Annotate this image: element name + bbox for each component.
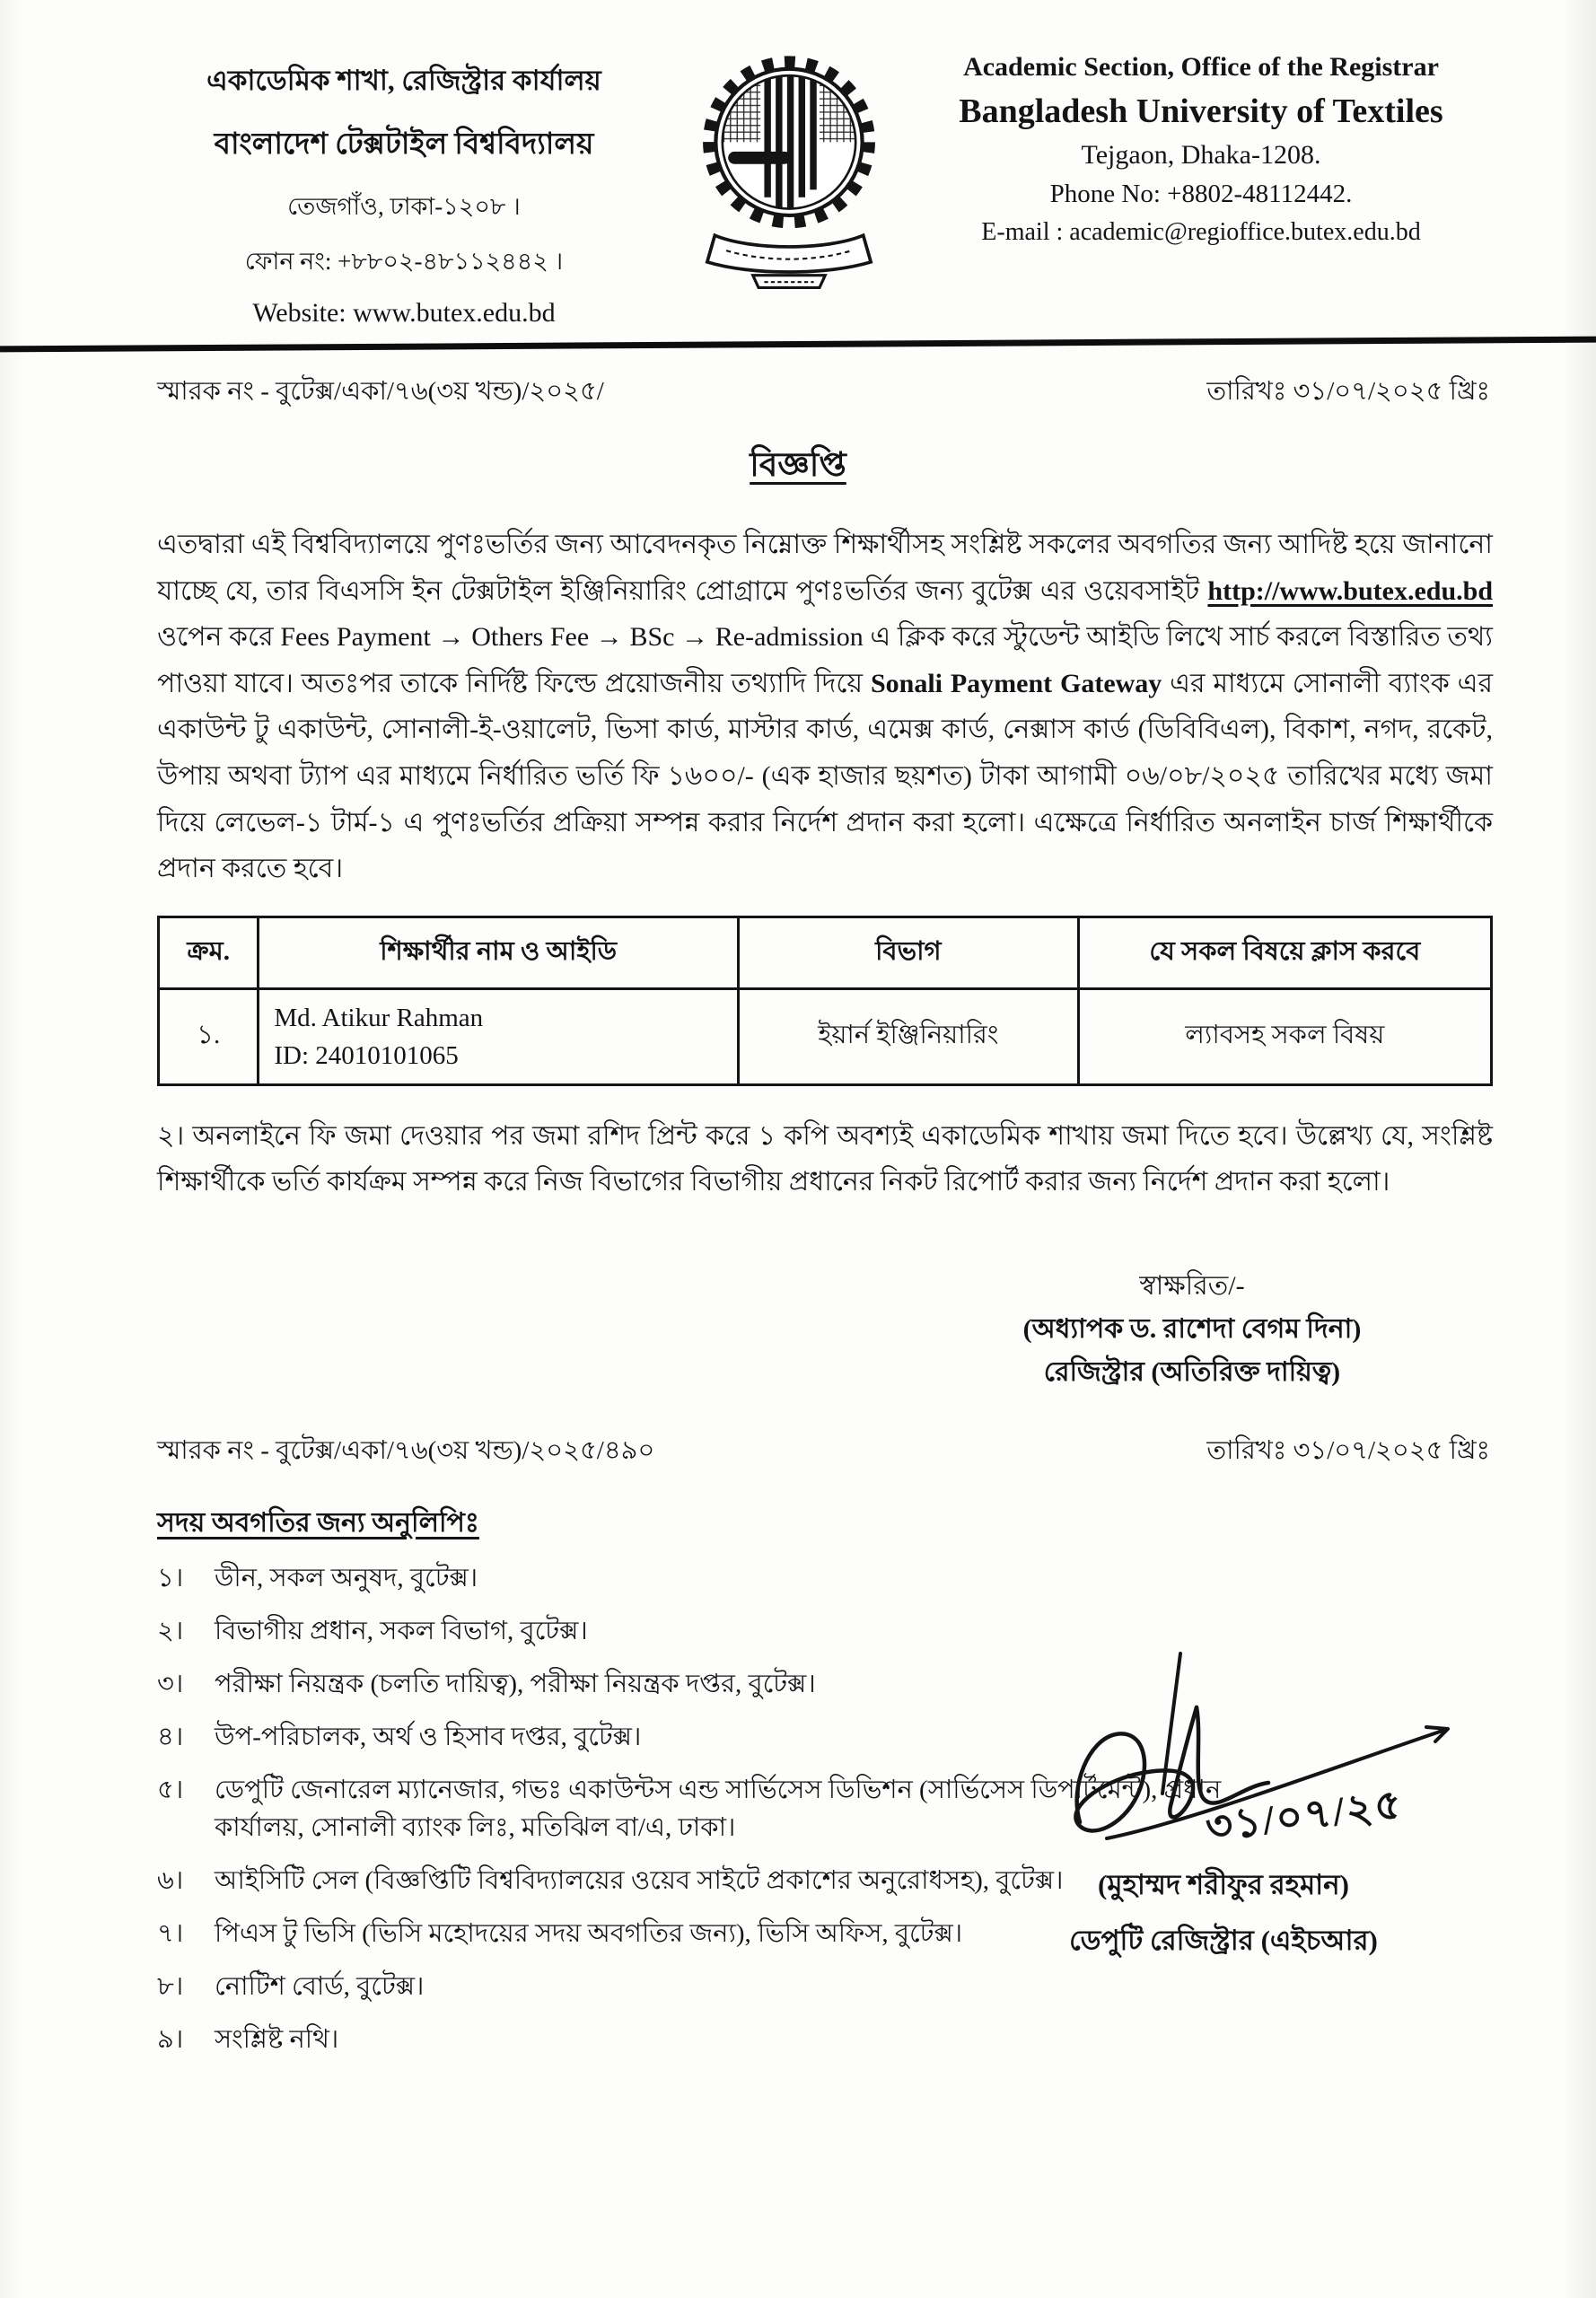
cc-item-number: ২।	[157, 1617, 184, 1646]
cell-department: ইয়ার্ন ইঞ্জিনিয়ারিং	[738, 988, 1078, 1084]
phone-en: Phone No: +8802-48112442.	[1049, 180, 1353, 208]
registrar-name: (অধ্যাপক ড. রাশেদা বেগম দিনা)	[1022, 1314, 1362, 1345]
body-text-1: এতদ্বারা এই বিশ্ববিদ্যালয়ে পুণঃভর্তির জন্য আবেদনকৃত নিম্নোক্ত শিক্ষার্থীসহ সংশ্লিষ্ট সকলের অবগতির জন্য আদিষ্ট হয়ে জানানো যাচ্ছে যে, তার বিএসসি ইন টেক্সটাইল ইঞ্জিনিয়ারিং প্রোগ্রামে পুণঃভর্তির জন্য বুটেক্স এর ওয়েবসাইট	[157, 530, 1493, 606]
body-text-4: এর মাধ্যমে সোনালী ব্যাংক এর একাউন্ট টু একাউন্ট, সোনালী-ই-ওয়ালেট, ভিসা কার্ড, মাস্টার কার্ড, এমেক্স কার্ড, নেক্সাস কার্ড (ডিবিবিএল), বিকাশ, নগদ, রকেট, উপায় অথবা ট্যাপ এর মাধ্যমে নির্ধারিত ভর্তি ফি ১৬০০/- (এক হাজার ছয়শত) টাকা আগামী ০৬/০৮/২০২৫ তারিখের মধ্যে জমা দিয়ে লেভেল-১ টার্ম-১ এ পুণঃভর্তির প্রক্রিয়া সম্পন্ন করার নির্দেশ প্রদান করা হলো। এক্ষেত্রে নির্ধারিত অনলাইন চার্জ শিক্ষার্থীকে প্রদান করতে হবে।	[157, 668, 1493, 884]
student-id: ID: 24010101065	[274, 1040, 459, 1070]
cc-item-number: ৬।	[157, 1866, 184, 1896]
registrar-designation: রেজিস্ট্রার (অতিরিক্ত দায়িত্ব)	[1043, 1357, 1341, 1388]
deputy-registrar-designation: ডেপুটি রেজিস্ট্রার (এইচআর)	[1069, 1925, 1378, 1956]
deputy-registrar-name: (মুহাম্মদ শরীফুর রহমান)	[1098, 1869, 1349, 1900]
phone-bn: ফোন নং: +৮৮০২-৪৮১১২৪৪২ ।	[244, 248, 564, 275]
cc-item-8	[157, 1968, 1493, 2005]
memo-row-2	[0, 1394, 1596, 1474]
letterhead-english-block	[905, 52, 1497, 247]
office-name-bn: একাডেমিক শাখা, রেজিস্ট্রার কার্যালয়	[206, 65, 601, 96]
notice-title: বিজ্ঞপ্তি	[750, 447, 846, 484]
cc-item-number: ৮।	[157, 1972, 184, 2002]
col-header-department: বিভাগ	[738, 917, 1078, 988]
table-row	[159, 988, 1492, 1084]
notice-body-paragraph	[0, 495, 1596, 892]
signed-label: স্বাক্ষরিত/-	[1139, 1271, 1245, 1302]
office-name-en: Academic Section, Office of the Registrar	[963, 52, 1439, 82]
col-header-subjects: যে সকল বিষয়ে ক্লাস করবে	[1078, 917, 1491, 988]
signatory-deputy-registrar-block	[936, 1652, 1511, 1966]
cc-heading: সদয় অবগতির জন্য অনুলিপিঃ	[157, 1508, 479, 1539]
cell-name-id	[259, 988, 739, 1084]
website-text: Website: www.butex.edu.bd	[252, 298, 556, 328]
cc-item-1	[157, 1559, 1493, 1597]
body-text-2: ওপেন করে	[157, 622, 281, 653]
cc-item-text: সংশ্লিষ্ট নথি।	[215, 2025, 339, 2055]
university-seal-icon	[694, 48, 884, 289]
website-link-text: http://www.butex.edu.bd	[1207, 575, 1493, 606]
payment-gateway-name: Sonali Payment Gateway	[870, 668, 1162, 698]
cc-item-number: ৭।	[157, 1919, 184, 1949]
handwritten-signature	[936, 1652, 1511, 1876]
cc-item-2	[157, 1612, 1493, 1650]
cc-item-number: ৫।	[157, 1776, 184, 1805]
signature-date: ৩১/০৭/২৫	[1203, 1780, 1406, 1851]
cc-item-number: ১।	[157, 1564, 184, 1593]
email-text: E-mail : academic@regioffice.butex.edu.bd	[981, 218, 1421, 246]
address-en: Tejgaon, Dhaka-1208.	[1081, 140, 1321, 170]
cc-item-text: পিএস টু ভিসি (ভিসি মহোদয়ের সদয় অবগতির জন্য), ভিসি অফিস, বুটেক্স।	[215, 1919, 963, 1949]
memo-ref-1: স্মারক নং - বুটেক্স/একা/৭৬(৩য় খন্ড)/২০২৫/	[157, 377, 604, 406]
body-text-3: এ ক্লিক করে স্টুডেন্ট আইডি লিখে সার্চ করলে বিস্তারিত তথ্য পাওয়া যাবে। অতঃপর তাকে নির্দিষ্ট ফিল্ডে প্রয়োজনীয় তথ্যাদি দিয়ে	[157, 622, 1493, 698]
memo-row-1	[0, 347, 1596, 415]
signatory-registrar-block	[905, 1265, 1479, 1394]
cc-item-number: ৪।	[157, 1723, 184, 1752]
butex-logo	[681, 48, 897, 289]
letterhead	[0, 0, 1596, 329]
notice-paragraph-2: ২। অনলাইনে ফি জমা দেওয়ার পর জমা রশিদ প্রিন্ট করে ১ কপি অবশ্যই একাডেমিক শাখায় জমা দিতে হবে। উল্লেখ্য যে, সংশ্লিষ্ট শিক্ষার্থীকে ভর্তি কার্যক্রম সম্পন্ন করে নিজ বিভাগের বিভাগীয় প্রধানের নিকট রিপোর্ট করার জন্য নির্দেশ প্রদান করা হলো।	[157, 1120, 1493, 1197]
university-name-en: Bangladesh University of Textiles	[959, 92, 1443, 130]
cc-item-number: ৩।	[157, 1670, 184, 1699]
cc-item-text: ডেপুটি জেনারেল ম্যানেজার, গভঃ একাউন্টস এন্ড সার্ভিসেস ডিভিশন (সার্ভিসেস ডিপার্টমেন্ট), প্রধান কার্যালয়, সোনালী ব্যাংক লিঃ, মতিঝিল বা/এ, ঢাকা।	[215, 1776, 1222, 1843]
memo-date-1: তারিখঃ ৩১/০৭/২০২৫ খ্রিঃ	[1206, 377, 1490, 406]
cc-item-9	[157, 2021, 1493, 2058]
cell-serial: ১.	[159, 988, 259, 1084]
cc-item-number: ৯।	[157, 2025, 184, 2055]
university-name-bn: বাংলাদেশ টেক্সটাইল বিশ্ববিদ্যালয়	[214, 128, 594, 161]
cc-item-text: ডীন, সকল অনুষদ, বুটেক্স।	[215, 1564, 478, 1593]
address-bn: তেজগাঁও, ঢাকা-১২০৮ ।	[287, 193, 521, 220]
cc-item-text: উপ-পরিচালক, অর্থ ও হিসাব দপ্তর, বুটেক্স।	[215, 1723, 642, 1752]
cc-item-text: বিভাগীয় প্রধান, সকল বিভাগ, বুটেক্স।	[215, 1617, 588, 1646]
cc-item-text: পরীক্ষা নিয়ন্ত্রক (চলতি দায়িত্ব), পরীক্ষা নিয়ন্ত্রক দপ্তর, বুটেক্স।	[215, 1670, 816, 1699]
cc-item-text: নোটিশ বোর্ড, বুটেক্স।	[215, 1972, 425, 2002]
student-name: Md. Atikur Rahman	[274, 1003, 484, 1032]
cc-item-text: আইসিটি সেল (বিজ্ঞপ্তিটি বিশ্ববিদ্যালয়ের ওয়েব সাইটে প্রকাশের অনুরোধসহ), বুটেক্স।	[215, 1866, 1064, 1896]
fees-navigation-path: Fees Payment → Others Fee → BSc → Re-admission	[280, 622, 864, 653]
readmission-student-table	[157, 916, 1493, 1086]
memo-ref-2: স্মারক নং - বুটেক্স/একা/৭৬(৩য় খন্ড)/২০২৫/৪৯০	[157, 1436, 655, 1466]
memo-date-2: তারিখঃ ৩১/০৭/২০২৫ খ্রিঃ	[1206, 1436, 1490, 1466]
col-header-name-id: শিক্ষার্থীর নাম ও আইডি	[259, 917, 739, 988]
table-header-row	[159, 917, 1492, 988]
letterhead-bangla-block	[135, 59, 673, 329]
cell-subjects: ল্যাবসহ সকল বিষয়	[1078, 988, 1491, 1084]
col-header-serial: ক্রম.	[159, 917, 259, 988]
student-table-wrapper	[0, 892, 1596, 1086]
